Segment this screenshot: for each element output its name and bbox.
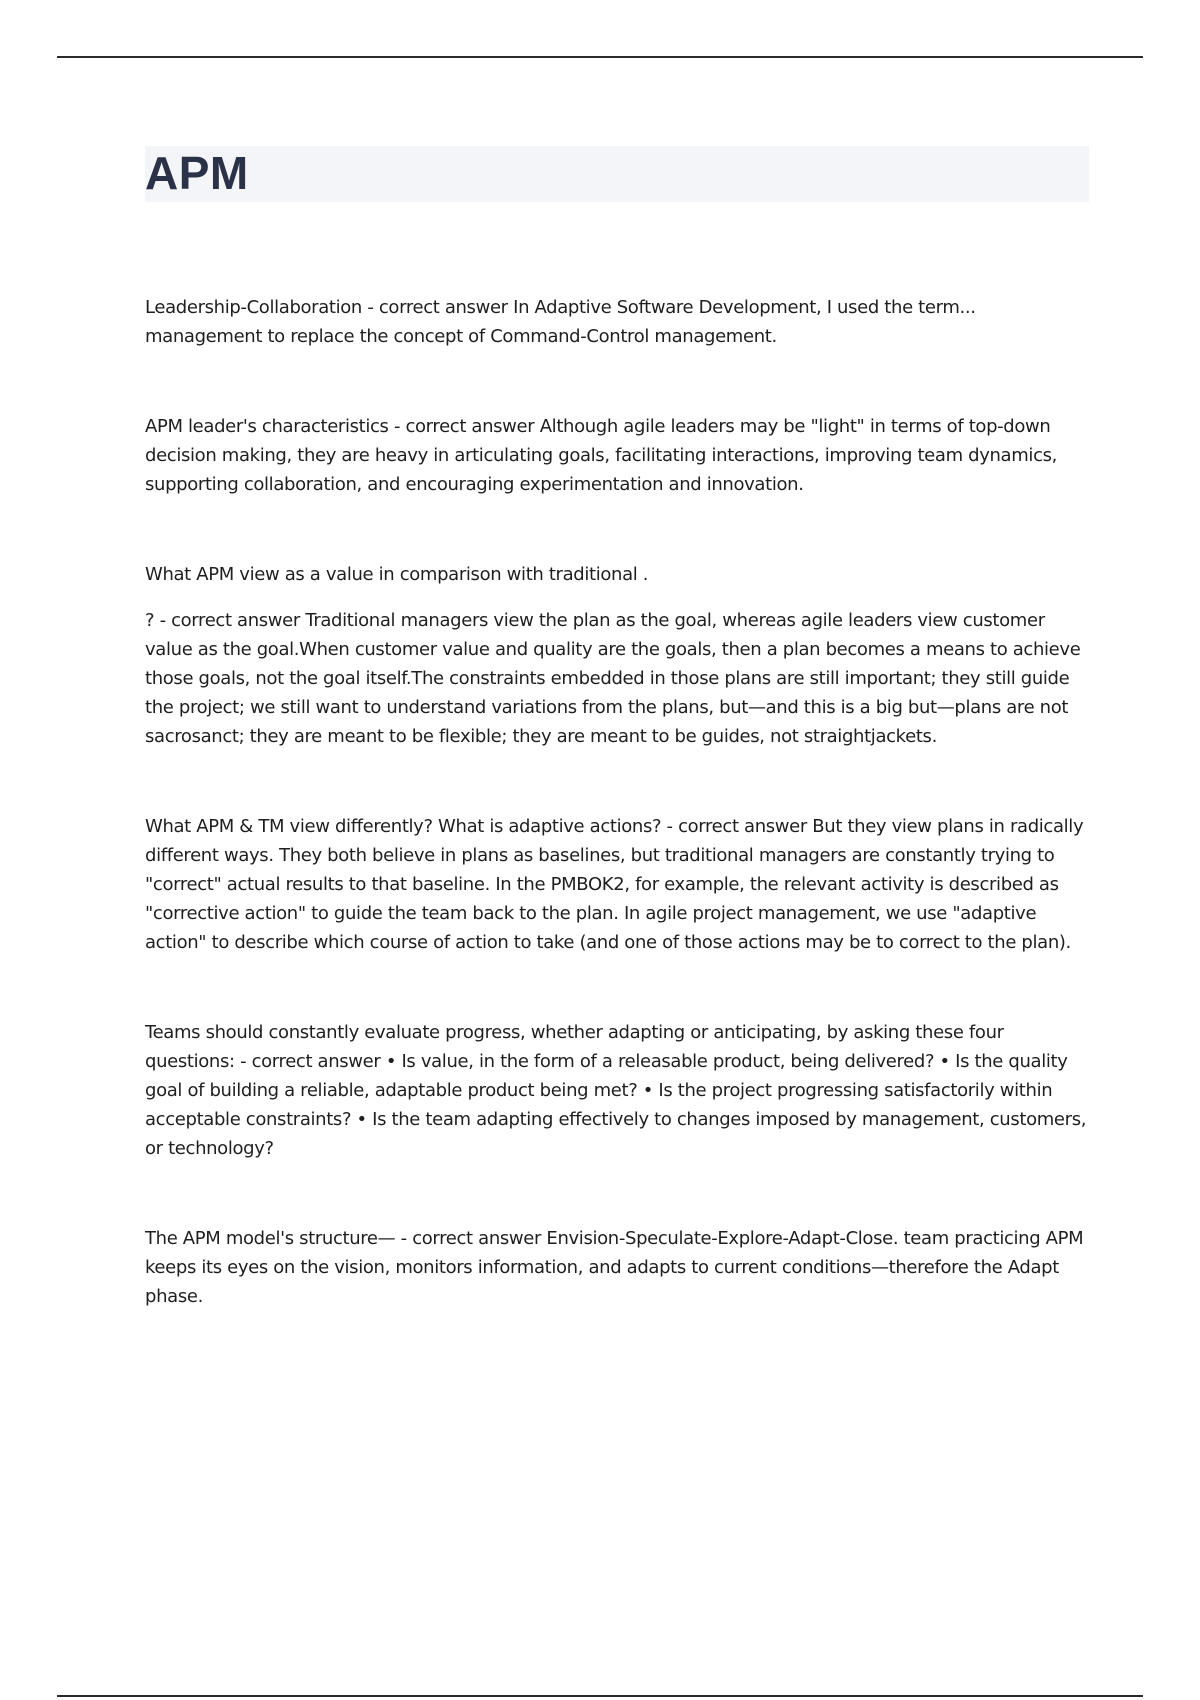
qa-paragraph-model-structure: The APM model's structure— - correct answer Envision-Speculate-Explore-Adapt-Close. team practicing APM keeps its eyes on the vision, monitors information, and adapts to current conditions—therefore the Adapt phase. <box>145 1228 1084 1307</box>
qa-paragraph-leader-characteristics: APM leader's characteristics - correct answer Although agile leaders may be "light" in terms of top-down decision making, they are heavy in articulating goals, facilitating interactions, improving team dynamics, supporting collaboration, and encouraging experimentation and innovation. <box>145 416 1058 495</box>
qa-question-value-comparison: What APM view as a value in comparison with traditional . <box>145 564 649 585</box>
document-body <box>145 293 1090 1311</box>
title-band <box>145 146 1089 202</box>
qa-paragraph-adaptive-actions: What APM & TM view differently? What is adaptive actions? - correct answer But they view plans in radically different ways. They both believe in plans as baselines, but traditional managers are constantly trying to "correct" actual results to that baseline. In the PMBOK2, for example, the relevant activity is described as "corrective action" to guide the team back to the plan. In agile project management, we use "adaptive action" to describe which course of action to take (and one of those actions may be to correct to the plan). <box>145 816 1084 953</box>
document-title: APM <box>145 147 249 199</box>
qa-paragraph-leadership-collaboration: Leadership-Collaboration - correct answer In Adaptive Software Development, I used the term... management to replace the concept of Command-Control management. <box>145 297 976 347</box>
top-divider <box>57 56 1143 58</box>
bottom-divider <box>57 1695 1143 1697</box>
qa-paragraph-four-questions: Teams should constantly evaluate progress, whether adapting or anticipating, by asking these four questions: - correct answer • Is value, in the form of a releasable product, being delivered? • Is the quality goal of building a reliable, adaptable product being met? • Is the project progressing satisfactorily within acceptable constraints? • Is the team adapting effectively to changes imposed by management, customers, or technology? <box>145 1022 1087 1159</box>
qa-answer-value-comparison: ? - correct answer Traditional managers view the plan as the goal, whereas agile leaders view customer value as the goal.When customer value and quality are the goals, then a plan becomes a means to achieve those goals, not the goal itself.The constraints embedded in those plans are still important; they still guide the project; we still want to understand variations from the plans, but—and this is a big but—plans are not sacrosanct; they are meant to be flexible; they are meant to be guides, not straightjackets. <box>145 610 1081 747</box>
